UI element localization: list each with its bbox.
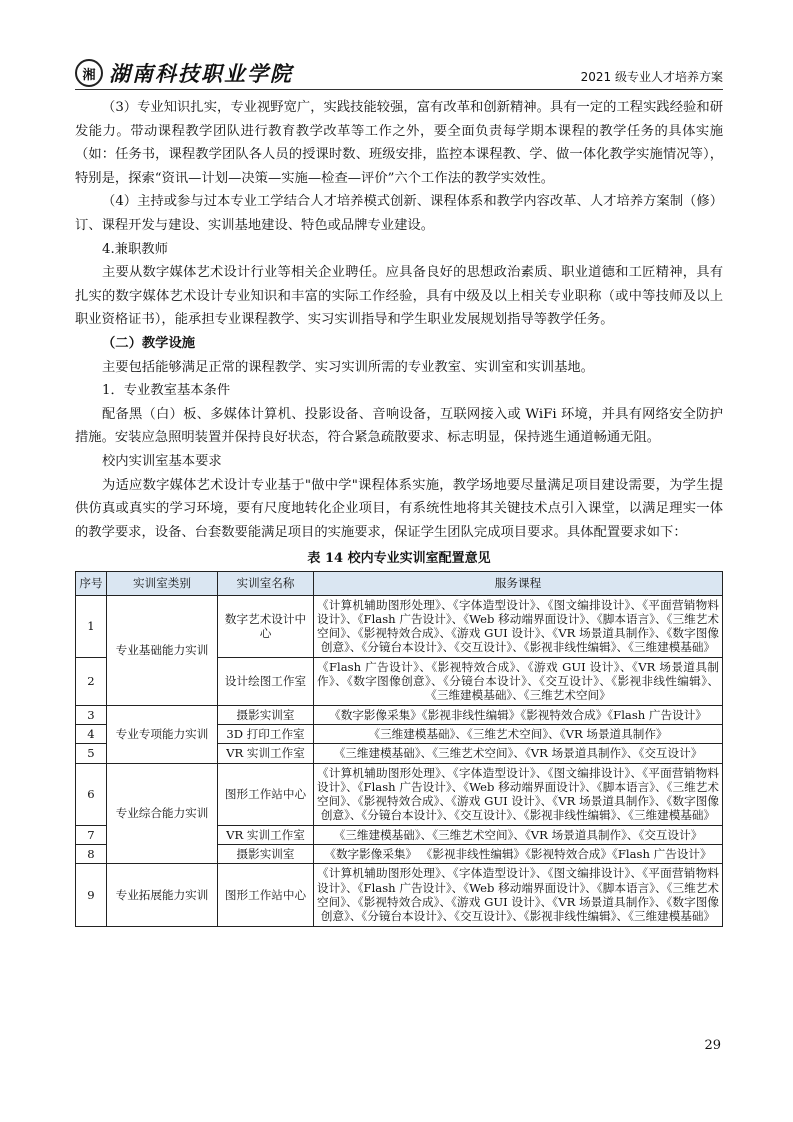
row-category: 专业综合能力实训 bbox=[107, 763, 218, 864]
header-divider bbox=[75, 89, 723, 90]
paragraph-facilities-intro: 主要包括能够满足正常的课程教学、实习实训所需的专业教室、实训室和实训基地。 bbox=[102, 359, 594, 375]
row-service-courses: 《计算机辅助图形处理》、《字体造型设计》、《图文编排设计》、《平面营销物料设计》、《Flash 广告设计》、《Web 移动端界面设计》、《脚本语言》、《三维艺术空间》、《影视特效合成》、《游戏 GUI 设计》、《VR 场景道具制作》、《数字图像创意》、《分镜台本设计》、《交互设计》、《影视非线性编辑》、《三维建模基础》 bbox=[314, 864, 723, 926]
paragraph-requirement-3: （3）专业知识扎实，专业视野宽广，实践技能较强，富有改革和创新精神。具有一定的工程实践经验和研发能力。带动课程教学团队进行教育教学改革等工作之外，要全面负责每学期本课程的教学任务的具体实施（如：任务书，课程教学团队各人员的授课时数、班级安排，监控本课程教、学、做一体化教学实施情况等），特别是，探索“资讯—计划—决策—实施—检查—评价”六个工作法的教学实效性。 bbox=[75, 100, 723, 186]
header-lab-name: 实训室名称 bbox=[218, 572, 314, 595]
paragraph-requirement-4: （4）主持或参与过本专业工学结合人才培养模式创新、课程体系和教学内容改革、人才培养方案制（修）订、课程开发与建设、实训基地建设、特色或品牌专业建设。 bbox=[75, 194, 723, 233]
row-category: 专业专项能力实训 bbox=[107, 705, 218, 763]
row-no: 3 bbox=[76, 705, 107, 724]
row-lab-name: VR 实训工作室 bbox=[218, 825, 314, 844]
row-no: 2 bbox=[76, 657, 107, 705]
row-category: 专业拓展能力实训 bbox=[107, 864, 218, 926]
table-row bbox=[76, 763, 723, 825]
row-lab-name: 数字艺术设计中心 bbox=[218, 595, 314, 657]
page-header bbox=[75, 58, 723, 90]
row-no: 1 bbox=[76, 595, 107, 657]
table-row bbox=[76, 595, 723, 657]
table-header-row bbox=[76, 572, 723, 595]
lab-configuration-table bbox=[75, 571, 723, 926]
table-caption: 表 14 校内专业实训室配置意见 bbox=[307, 551, 491, 567]
heading-teaching-facilities: （二）教学设施 bbox=[102, 335, 196, 351]
heading-lab-requirements: 校内实训室基本要求 bbox=[102, 453, 222, 469]
row-service-courses: 《三维建模基础》、《三维艺术空间》、《VR 场景道具制作》、《交互设计》 bbox=[314, 825, 723, 844]
heading-classroom-conditions: 1．专业教室基本条件 bbox=[102, 383, 231, 399]
header-category: 实训室类别 bbox=[107, 572, 218, 595]
table-row bbox=[76, 705, 723, 724]
row-no: 4 bbox=[76, 724, 107, 743]
school-logo bbox=[75, 58, 293, 88]
row-category: 专业基础能力实训 bbox=[107, 595, 218, 705]
paragraph-part-time-teachers: 主要从数字媒体艺术设计行业等相关企业聘任。应具备良好的思想政治素质、职业道德和工匠精神，具有扎实的数字媒体艺术设计专业知识和丰富的实际工作经验，具有中级及以上相关专业职称（或中等技师及以上职业资格证书），能承担专业课程教学、实习实训指导和学生职业发展规划指导等教学任务。 bbox=[75, 265, 723, 328]
row-service-courses: 《数字影像采集》《影视非线性编辑》《影视特效合成》《Flash 广告设计》 bbox=[314, 705, 723, 724]
row-service-courses: 《三维建模基础》、《三维艺术空间》、《VR 场景道具制作》 bbox=[314, 724, 723, 743]
row-service-courses: 《Flash 广告设计》、《影视特效合成》、《游戏 GUI 设计》、《VR 场景道具制作》、《数字图像创意》、《分镜台本设计》、《交互设计》、《影视非线性编辑》、《三维建模基础》、《三维艺术空间》 bbox=[314, 657, 723, 705]
row-lab-name: 图形工作站中心 bbox=[218, 864, 314, 926]
row-lab-name: 摄影实训室 bbox=[218, 845, 314, 864]
row-lab-name: VR 实训工作室 bbox=[218, 744, 314, 763]
table-row bbox=[76, 864, 723, 926]
paragraph-classroom-conditions: 配备黑（白）板、多媒体计算机、投影设备、音响设备，互联网接入或 WiFi 环境，并具有网络安全防护措施。安装应急照明装置并保持良好状态，符合紧急疏散要求、标志明显，保持逃生通道畅通无阻。 bbox=[75, 406, 723, 446]
row-service-courses: 《计算机辅助图形处理》、《字体造型设计》、《图文编排设计》、《平面营销物料设计》、《Flash 广告设计》、《Web 移动端界面设计》、《脚本语言》、《三维艺术空间》、《影视特效合成》、《游戏 GUI 设计》、《VR 场景道具制作》、《数字图像创意》、《分镜台本设计》、《交互设计》、《影视非线性编辑》、《三维建模基础》 bbox=[314, 763, 723, 825]
school-seal-icon: 湘 bbox=[75, 59, 103, 87]
row-no: 7 bbox=[76, 825, 107, 844]
row-lab-name: 图形工作站中心 bbox=[218, 763, 314, 825]
page-number: 29 bbox=[704, 1038, 721, 1053]
row-service-courses: 《数字影像采集》 《影视非线性编辑》《影视特效合成》《Flash 广告设计》 bbox=[314, 845, 723, 864]
row-no: 8 bbox=[76, 845, 107, 864]
row-service-courses: 《三维建模基础》、《三维艺术空间》、《VR 场景道具制作》、《交互设计》 bbox=[314, 744, 723, 763]
paragraph-lab-requirements: 为适应数字媒体艺术设计专业基于"做中学"课程体系实施，教学场地要尽量满足项目建设需要，为学生提供仿真或真实的学习环境，要有尺度地转化企业项目，有系统性地将其关键技术点引入课堂，以满足理实一体的教学要求，设备、台套数要能满足项目的实施要求，保证学生团队完成项目要求。具体配置要求如下： bbox=[75, 477, 723, 540]
row-lab-name: 摄影实训室 bbox=[218, 705, 314, 724]
school-name: 湖南科技职业学院 bbox=[109, 61, 293, 86]
page-body bbox=[75, 96, 723, 927]
row-no: 9 bbox=[76, 864, 107, 926]
row-no: 5 bbox=[76, 744, 107, 763]
header-service-courses: 服务课程 bbox=[314, 572, 723, 595]
row-lab-name: 3D 打印工作室 bbox=[218, 724, 314, 743]
row-no: 6 bbox=[76, 763, 107, 825]
row-service-courses: 《计算机辅助图形处理》、《字体造型设计》、《图文编排设计》、《平面营销物料设计》、《Flash 广告设计》、《Web 移动端界面设计》、《脚本语言》、《三维艺术空间》、《影视特效合成》、《游戏 GUI 设计》、《VR 场景道具制作》、《数字图像创意》、《分镜台本设计》、《交互设计》、《影视非线性编辑》、《三维建模基础》 bbox=[314, 595, 723, 657]
heading-part-time-teachers: 4.兼职教师 bbox=[102, 241, 168, 257]
header-no: 序号 bbox=[76, 572, 107, 595]
document-title: 2021 级专业人才培养方案 bbox=[580, 70, 723, 84]
row-lab-name: 设计绘图工作室 bbox=[218, 657, 314, 705]
